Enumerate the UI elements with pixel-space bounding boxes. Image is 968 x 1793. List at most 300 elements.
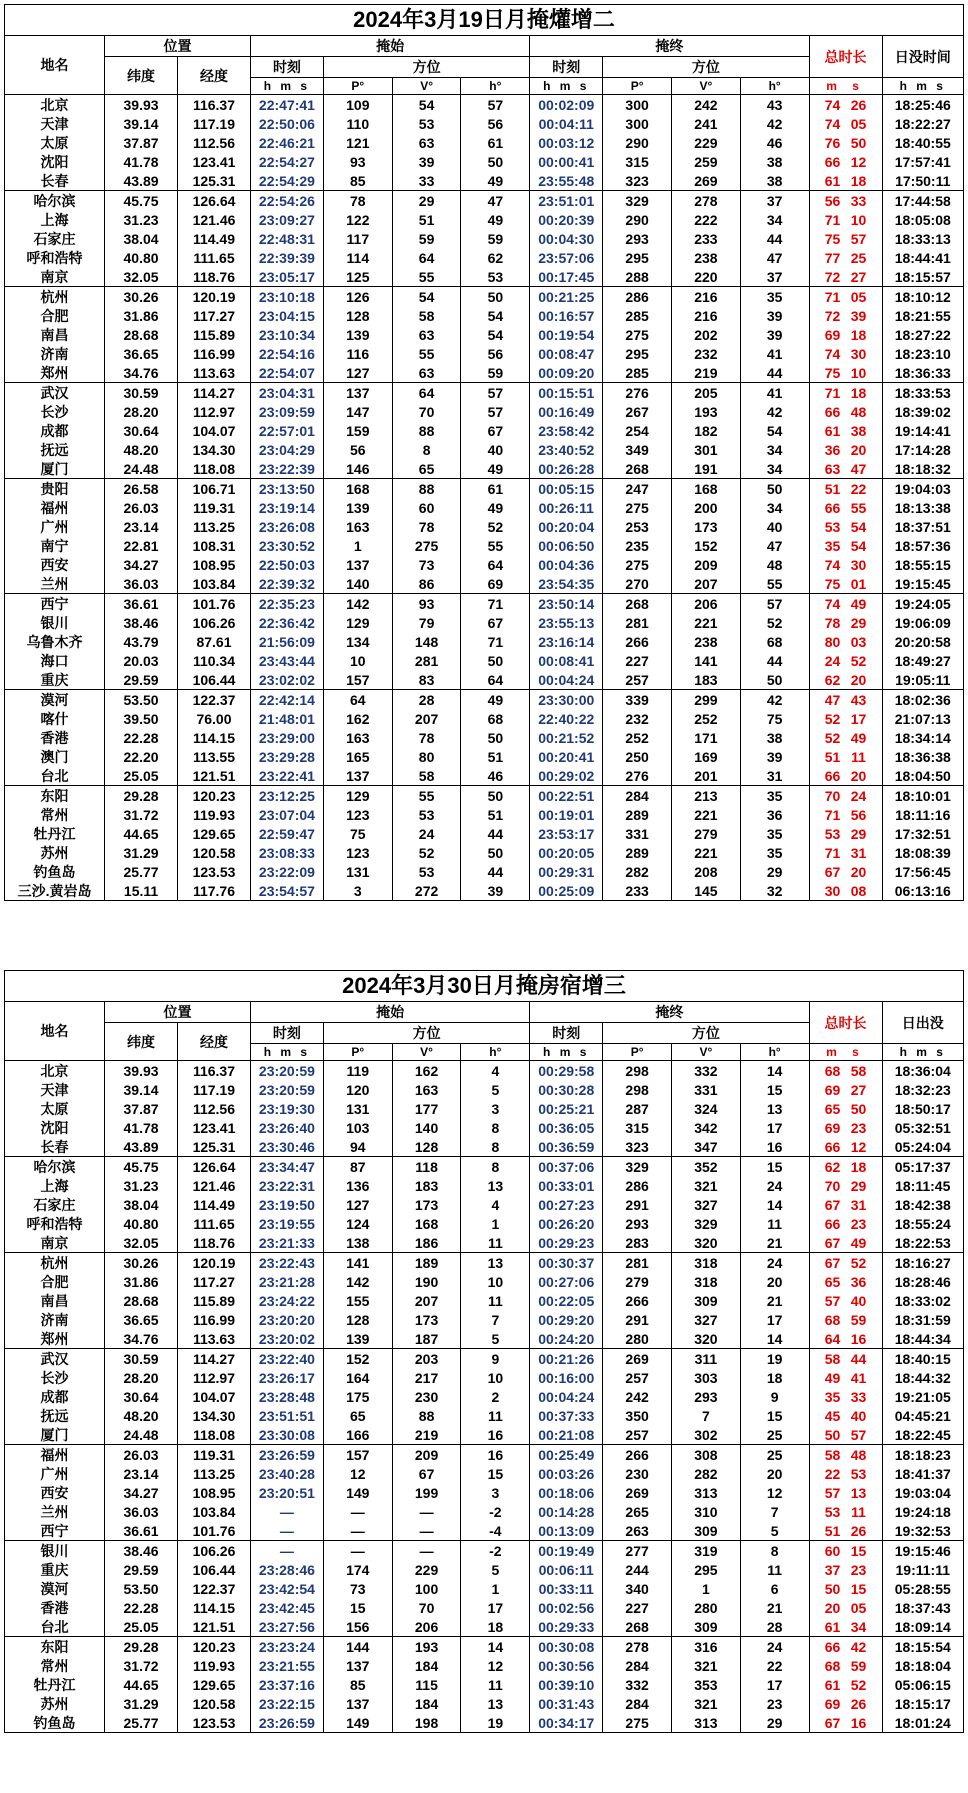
cell-start-time: 22:50:03 (250, 555, 323, 574)
cell-start-p: 1 (323, 536, 392, 555)
cell-total (809, 1310, 882, 1329)
cell-place: 长春 (5, 1137, 105, 1157)
cell-total-sec: 05 (850, 115, 867, 132)
cell-end-p: 269 (603, 1483, 672, 1502)
cell-total-min: 62 (824, 1158, 841, 1175)
cell-place: 南昌 (5, 1291, 105, 1310)
cell-total-sec: 27 (850, 268, 867, 285)
cell-lat: 22.28 (105, 1598, 178, 1617)
cell-lat: 39.14 (105, 1080, 178, 1099)
cell-end-time: 23:55:48 (530, 171, 603, 191)
cell-place: 济南 (5, 1310, 105, 1329)
cell-start-p: 120 (323, 1080, 392, 1099)
cell-total (809, 1560, 882, 1579)
cell-place: 沈阳 (5, 152, 105, 171)
cell-start-h: 8 (461, 1157, 530, 1177)
cell-start-h: 40 (461, 440, 530, 459)
cell-place: 南京 (5, 267, 105, 287)
cell-end-time: 23:54:35 (530, 574, 603, 594)
cell-end-time: 00:04:30 (530, 229, 603, 248)
cell-end-v: 293 (671, 1387, 740, 1406)
cell-total-min: 57 (824, 1292, 841, 1309)
table-row (5, 709, 964, 728)
header-start-p: P° (323, 78, 392, 95)
cell-start-p: 114 (323, 248, 392, 267)
table-row (5, 1656, 964, 1675)
cell-total-min: 70 (824, 1177, 841, 1194)
table-row (5, 383, 964, 403)
cell-total-min: 66 (824, 403, 841, 420)
cell-sun: 05:28:55 (882, 1579, 964, 1598)
cell-start-h: 44 (461, 862, 530, 881)
cell-end-h: 47 (740, 536, 809, 555)
cell-end-p: 286 (603, 287, 672, 307)
cell-end-v: 169 (672, 747, 741, 766)
cell-total-sec: 39 (850, 307, 867, 324)
cell-lat: 29.59 (105, 1560, 178, 1579)
cell-place: 福州 (5, 1445, 105, 1465)
table-row (5, 786, 964, 806)
cell-start-h: 59 (461, 363, 530, 383)
header-end-direction: 方位 (603, 1023, 809, 1044)
cell-start-p: 165 (323, 747, 392, 766)
cell-lat: 36.65 (105, 1310, 178, 1329)
cell-sun: 18:22:27 (882, 114, 963, 133)
cell-lon: 76.00 (178, 709, 251, 728)
cell-lat: 41.78 (105, 1118, 178, 1137)
cell-start-v: 272 (392, 881, 461, 901)
cell-lon: 101.76 (178, 594, 251, 614)
cell-start-p: 142 (323, 594, 392, 614)
cell-end-p: 282 (603, 862, 672, 881)
cell-place: 西安 (5, 555, 105, 574)
cell-end-h: 31 (740, 766, 809, 786)
cell-start-time: 23:30:46 (250, 1137, 323, 1157)
cell-start-v: — (392, 1541, 461, 1561)
cell-total-sec: 44 (850, 1350, 867, 1367)
cell-sun: 19:14:41 (882, 421, 963, 440)
cell-start-p: 149 (323, 1483, 392, 1502)
cell-total-sec: 12 (850, 153, 867, 170)
cell-lon: 123.41 (178, 1118, 251, 1137)
table-row (5, 1406, 964, 1425)
table-row (5, 1675, 964, 1694)
cell-end-p: 295 (603, 344, 672, 363)
cell-total (809, 786, 882, 806)
cell-start-time: 23:29:00 (250, 728, 323, 747)
occultation-table-2 (4, 970, 964, 1733)
cell-total-sec: 55 (850, 499, 867, 516)
cell-end-time: 00:04:24 (530, 1387, 603, 1406)
cell-lon: 129.65 (178, 1675, 251, 1694)
table-row (5, 613, 964, 632)
cell-end-v: 7 (671, 1406, 740, 1425)
cell-start-p: 121 (323, 133, 392, 152)
cell-start-time: 23:21:28 (250, 1272, 323, 1291)
cell-end-time: 00:22:05 (530, 1291, 603, 1310)
cell-start-v: 64 (392, 248, 461, 267)
table-row (5, 1253, 964, 1273)
cell-end-h: 39 (740, 325, 809, 344)
header-place: 地名 (5, 36, 105, 95)
cell-total-sec: 36 (850, 1273, 867, 1290)
cell-end-v: 221 (672, 843, 741, 862)
cell-lat: 26.58 (105, 479, 178, 499)
cell-total (809, 574, 882, 594)
cell-total-sec: 53 (850, 1465, 867, 1482)
cell-end-v: 220 (672, 267, 741, 287)
cell-end-time: 00:29:58 (530, 1061, 603, 1081)
cell-start-time: 23:22:43 (250, 1253, 323, 1273)
cell-total (809, 152, 882, 171)
cell-start-v: 88 (392, 479, 461, 499)
cell-end-p: 257 (603, 670, 672, 690)
cell-sun: 18:04:50 (882, 766, 963, 786)
table-row (5, 325, 964, 344)
cell-lon: 120.23 (178, 786, 251, 806)
cell-place: 兰州 (5, 574, 105, 594)
cell-sun: 19:15:46 (882, 1541, 964, 1561)
cell-lon: 108.95 (178, 555, 251, 574)
cell-lat: 23.14 (105, 517, 178, 536)
cell-start-time: 22:54:26 (250, 191, 323, 211)
cell-start-p: 73 (323, 1579, 392, 1598)
cell-start-h: 3 (461, 1099, 530, 1118)
cell-lat: 32.05 (105, 1233, 178, 1253)
cell-end-time: 00:29:02 (530, 766, 603, 786)
cell-start-h: 16 (461, 1445, 530, 1465)
cell-start-time: 23:07:04 (250, 805, 323, 824)
cell-start-p: 174 (323, 1560, 392, 1579)
cell-total (809, 517, 882, 536)
cell-total-min: 69 (824, 1081, 841, 1098)
cell-end-p: 315 (603, 152, 672, 171)
cell-start-h: 50 (461, 728, 530, 747)
cell-start-h: 9 (461, 1349, 530, 1369)
cell-place: 太原 (5, 133, 105, 152)
header-sun: 日出没 (882, 1002, 964, 1044)
cell-end-h: 25 (740, 1445, 809, 1465)
cell-end-h: 38 (740, 728, 809, 747)
cell-end-v: 208 (672, 862, 741, 881)
cell-start-p: 124 (323, 1214, 392, 1233)
cell-sun: 18:33:02 (882, 1291, 964, 1310)
cell-total (809, 1598, 882, 1617)
cell-lat: 34.27 (105, 1483, 178, 1502)
cell-lon: 113.25 (178, 1464, 251, 1483)
cell-total (809, 613, 882, 632)
cell-start-time: 23:22:40 (250, 1349, 323, 1369)
cell-end-v: 205 (672, 383, 741, 403)
cell-total (809, 1253, 882, 1273)
cell-start-h: 49 (461, 690, 530, 710)
cell-start-time: 23:28:46 (250, 1560, 323, 1579)
cell-start-p: 65 (323, 1406, 392, 1425)
cell-total-min: 45 (824, 1407, 841, 1424)
cell-lat: 40.80 (105, 1214, 178, 1233)
cell-start-time: 23:19:14 (250, 498, 323, 517)
cell-total-sec: 50 (850, 1100, 867, 1117)
cell-lon: 112.56 (178, 1099, 251, 1118)
cell-lat: 25.05 (105, 1617, 178, 1637)
cell-total-sec: 56 (850, 806, 867, 823)
cell-total-sec: 59 (850, 1311, 867, 1328)
cell-lat: 36.03 (105, 1502, 178, 1521)
header-end-p: P° (603, 1044, 672, 1061)
cell-start-v: 78 (392, 517, 461, 536)
cell-total-sec: 57 (850, 1426, 867, 1443)
cell-end-p: 275 (603, 325, 672, 344)
cell-start-h: 44 (461, 824, 530, 843)
cell-start-v: 162 (392, 1061, 461, 1081)
cell-total (809, 344, 882, 363)
cell-total-min: 74 (824, 556, 841, 573)
cell-end-time: 00:30:28 (530, 1080, 603, 1099)
cell-total-min: 66 (824, 153, 841, 170)
header-end-h: h° (740, 1044, 809, 1061)
cell-total-sec: 15 (850, 1542, 867, 1559)
cell-start-v: 83 (392, 670, 461, 690)
cell-end-h: 20 (740, 1464, 809, 1483)
cell-end-v: 216 (672, 306, 741, 325)
cell-total (809, 1214, 882, 1233)
cell-start-v: 54 (392, 95, 461, 115)
cell-end-v: 282 (671, 1464, 740, 1483)
cell-end-v: 302 (671, 1425, 740, 1445)
cell-end-h: 18 (740, 1368, 809, 1387)
cell-start-time: 23:27:56 (250, 1617, 323, 1637)
cell-start-v: 58 (392, 306, 461, 325)
cell-lon: 117.27 (178, 1272, 251, 1291)
cell-total-sec: 48 (850, 403, 867, 420)
cell-start-time: 23:22:15 (250, 1694, 323, 1713)
cell-total-min: 71 (824, 806, 841, 823)
cell-total-sec: 17 (850, 710, 867, 727)
cell-place: 广州 (5, 1464, 105, 1483)
cell-lon: 120.19 (178, 1253, 251, 1273)
cell-total (809, 766, 882, 786)
cell-end-p: 265 (603, 1502, 672, 1521)
cell-end-time: 23:30:00 (530, 690, 603, 710)
cell-place: 北京 (5, 95, 105, 115)
table-row (5, 1214, 964, 1233)
cell-start-time: 23:09:27 (250, 210, 323, 229)
cell-total-min: 72 (824, 307, 841, 324)
cell-start-v: 58 (392, 766, 461, 786)
cell-end-h: 42 (740, 114, 809, 133)
cell-start-h: 68 (461, 709, 530, 728)
cell-sun: 19:21:05 (882, 1387, 964, 1406)
cell-sun: 18:40:15 (882, 1349, 964, 1369)
cell-lat: 25.77 (105, 1713, 178, 1733)
cell-total (809, 1656, 882, 1675)
cell-total (809, 114, 882, 133)
cell-end-v: 171 (672, 728, 741, 747)
cell-end-v: 313 (671, 1483, 740, 1502)
cell-start-time: 23:21:55 (250, 1656, 323, 1675)
cell-start-time: 23:20:59 (250, 1061, 323, 1081)
cell-end-h: 44 (740, 229, 809, 248)
cell-end-time: 00:26:20 (530, 1214, 603, 1233)
cell-total-min: 63 (824, 460, 841, 477)
cell-total-sec: 25 (850, 249, 867, 266)
cell-end-h: 29 (740, 862, 809, 881)
cell-total-min: 67 (824, 1714, 841, 1731)
table-row (5, 1464, 964, 1483)
cell-lon: 110.34 (178, 651, 251, 670)
cell-end-h: 48 (740, 555, 809, 574)
cell-total-sec: 23 (850, 1119, 867, 1136)
cell-total (809, 1061, 882, 1081)
cell-total-sec: 18 (850, 326, 867, 343)
cell-end-time: 00:19:54 (530, 325, 603, 344)
cell-place: 三沙.黄岩岛 (5, 881, 105, 901)
cell-start-p: 85 (323, 171, 392, 191)
cell-end-h: 17 (740, 1675, 809, 1694)
cell-start-v: 173 (392, 1310, 461, 1329)
cell-lon: 119.31 (178, 1445, 251, 1465)
cell-total (809, 1080, 882, 1099)
cell-end-p: 278 (603, 1637, 672, 1657)
cell-start-time: 23:30:52 (250, 536, 323, 555)
cell-lat: 36.65 (105, 344, 178, 363)
cell-end-v: 352 (671, 1157, 740, 1177)
cell-total-min: 58 (824, 1446, 841, 1463)
header-total-ms: m s (809, 78, 882, 95)
table-row (5, 498, 964, 517)
cell-start-time: 23:26:40 (250, 1118, 323, 1137)
cell-lat: 28.68 (105, 325, 178, 344)
cell-place: 郑州 (5, 1329, 105, 1349)
cell-place: 济南 (5, 344, 105, 363)
cell-start-time: 23:29:28 (250, 747, 323, 766)
cell-sun: 18:18:32 (882, 459, 963, 479)
cell-place: 石家庄 (5, 229, 105, 248)
cell-end-time: 00:20:39 (530, 210, 603, 229)
cell-start-v: 88 (392, 1406, 461, 1425)
cell-sun: 05:24:04 (882, 1137, 964, 1157)
cell-total (809, 1329, 882, 1349)
cell-start-time: 22:54:27 (250, 152, 323, 171)
cell-lat: 40.80 (105, 248, 178, 267)
cell-sun: 18:50:17 (882, 1099, 964, 1118)
table-row (5, 1310, 964, 1329)
cell-total (809, 690, 882, 710)
cell-total-min: 66 (824, 1138, 841, 1155)
cell-place: 重庆 (5, 1560, 105, 1579)
cell-lat: 48.20 (105, 440, 178, 459)
header-end-v: V° (671, 1044, 740, 1061)
cell-total-min: 65 (824, 1273, 841, 1290)
cell-total-sec: 10 (850, 364, 867, 381)
cell-start-p: 144 (323, 1637, 392, 1657)
cell-end-h: 44 (740, 363, 809, 383)
cell-total-sec: 40 (850, 1292, 867, 1309)
cell-end-time: 00:30:37 (530, 1253, 603, 1273)
cell-start-v: 55 (392, 267, 461, 287)
cell-end-h: 52 (740, 613, 809, 632)
cell-lat: 38.46 (105, 613, 178, 632)
cell-total (809, 498, 882, 517)
cell-total (809, 1425, 882, 1445)
cell-lon: 116.99 (178, 1310, 251, 1329)
cell-total (809, 1349, 882, 1369)
cell-end-v: 252 (672, 709, 741, 728)
cell-start-v: 128 (392, 1137, 461, 1157)
cell-end-time: 00:03:26 (530, 1464, 603, 1483)
table-row (5, 248, 964, 267)
cell-total (809, 1579, 882, 1598)
cell-sun: 18:36:38 (882, 747, 963, 766)
table1-grid (4, 4, 964, 901)
header-end-time: 时刻 (530, 57, 603, 78)
cell-start-h: 47 (461, 191, 530, 211)
cell-lat: 32.05 (105, 267, 178, 287)
cell-total-min: 74 (824, 96, 841, 113)
cell-start-p: 129 (323, 613, 392, 632)
cell-total-min: 77 (824, 249, 841, 266)
cell-end-v: 319 (671, 1541, 740, 1561)
cell-total-sec: 26 (850, 1695, 867, 1712)
cell-total-min: 62 (824, 671, 841, 688)
cell-place: 银川 (5, 613, 105, 632)
table-row (5, 1176, 964, 1195)
cell-lat: 34.27 (105, 555, 178, 574)
cell-total-min: 74 (824, 595, 841, 612)
table-row (5, 1541, 964, 1561)
table-row (5, 1272, 964, 1291)
cell-end-v: 221 (672, 805, 741, 824)
cell-start-v: 207 (392, 1291, 461, 1310)
cell-end-time: 00:22:51 (530, 786, 603, 806)
cell-total (809, 747, 882, 766)
cell-start-p: 123 (323, 843, 392, 862)
table-row (5, 728, 964, 747)
cell-total-sec: 33 (850, 1388, 867, 1405)
cell-start-v: 230 (392, 1387, 461, 1406)
cell-sun: 17:50:11 (882, 171, 963, 191)
cell-end-time: 00:08:47 (530, 344, 603, 363)
cell-end-time: 00:36:05 (530, 1118, 603, 1137)
cell-end-p: 252 (603, 728, 672, 747)
cell-start-h: 67 (461, 421, 530, 440)
cell-end-time: 00:25:49 (530, 1445, 603, 1465)
cell-place: 呼和浩特 (5, 1214, 105, 1233)
cell-total (809, 383, 882, 403)
cell-total-min: 61 (824, 1618, 841, 1635)
cell-sun: 18:57:36 (882, 536, 963, 555)
cell-start-h: 13 (461, 1176, 530, 1195)
cell-total-sec: 18 (850, 172, 867, 189)
cell-place: 钓鱼岛 (5, 1713, 105, 1733)
cell-end-p: 268 (603, 459, 672, 479)
cell-lon: 117.19 (178, 114, 251, 133)
cell-start-p: 147 (323, 402, 392, 421)
cell-start-time: — (250, 1502, 323, 1521)
cell-total-min: 51 (824, 748, 841, 765)
cell-place: 成都 (5, 421, 105, 440)
cell-lat: 30.59 (105, 1349, 178, 1369)
cell-end-p: 291 (603, 1195, 672, 1214)
cell-start-h: 50 (461, 152, 530, 171)
cell-place: 牡丹江 (5, 1675, 105, 1694)
cell-end-h: 6 (740, 1579, 809, 1598)
cell-lat: 31.72 (105, 805, 178, 824)
cell-end-p: 227 (603, 1598, 672, 1617)
cell-total-sec: 20 (850, 767, 867, 784)
cell-sun: 17:44:58 (882, 191, 963, 211)
cell-total-min: 20 (824, 1599, 841, 1616)
